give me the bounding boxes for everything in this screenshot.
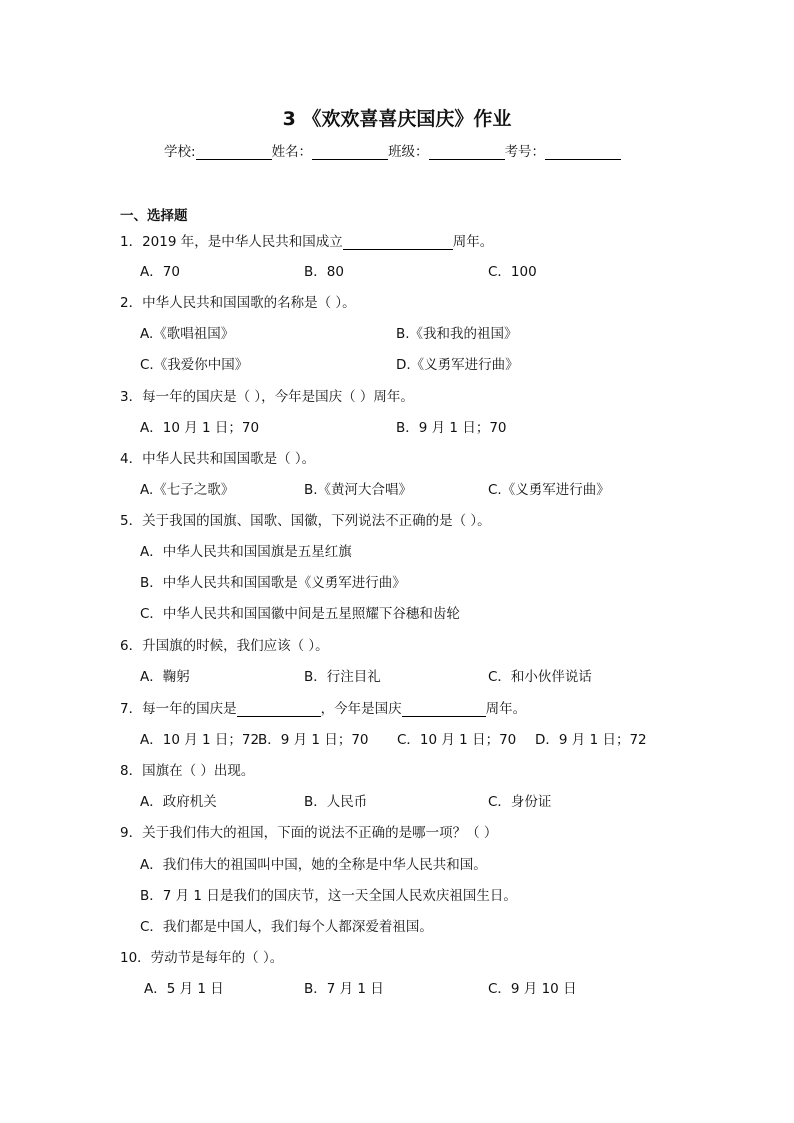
q8-option-a: A．政府机关 — [140, 794, 217, 810]
question-2: 2．中华人民共和国国歌的名称是（ ）。 — [120, 295, 356, 311]
question-8: 8．国旗在（ ）出现。 — [120, 763, 255, 779]
q10-option-a: A．5 月 1 日 — [144, 981, 224, 997]
q6-option-b: B．行注目礼 — [304, 669, 381, 685]
q3-option-b: B．9 月 1 日；70 — [396, 420, 507, 436]
q8-option-c: C．身份证 — [488, 794, 552, 810]
question-7: 7．每一年的国庆是 ，今年是国庆 周年。 — [120, 701, 527, 717]
page-title: 3 《欢欢喜喜庆国庆》作业 — [282, 108, 512, 130]
question-10: 10．劳动节是每年的（ ）。 — [120, 950, 284, 966]
name-blank — [312, 145, 388, 160]
q9-option-a: A．我们伟大的祖国叫中国，她的全称是中华人民共和国。 — [140, 857, 487, 873]
q10-option-c: C．9 月 10 日 — [488, 981, 577, 997]
q7-option-a: A．10 月 1 日；72 — [140, 732, 260, 748]
q8-option-b: B．人民币 — [304, 794, 368, 810]
q5-option-a: A．中华人民共和国国旗是五星红旗 — [140, 544, 352, 560]
q7-option-c: C．10 月 1 日；70 — [397, 732, 517, 748]
school-blank — [196, 145, 272, 160]
exam-no-label: 考号： — [504, 144, 546, 160]
q4-option-b: B.《黄河大合唱》 — [304, 482, 413, 498]
class-label: 班级： — [388, 144, 429, 160]
student-info-line — [164, 140, 621, 160]
school-label: 学校: — [164, 144, 196, 160]
exam-no-blank — [545, 145, 621, 160]
q1-option-a: A．70 — [140, 264, 180, 280]
q1-option-c: C．100 — [488, 264, 537, 280]
q2-option-b: B.《我和我的祖国》 — [396, 326, 518, 342]
q2-option-a: A.《歌唱祖国》 — [140, 326, 235, 342]
class-blank — [429, 145, 505, 160]
question-5: 5．关于我国的国旗、国歌、国徽，下列说法不正确的是（ ）。 — [120, 513, 491, 529]
q7-option-b: B．9 月 1 日；70 — [258, 732, 369, 748]
answer-blank — [237, 702, 321, 717]
q7-option-d: D．9 月 1 日；72 — [535, 732, 647, 748]
q5-option-c: C．中华人民共和国国徽中间是五星照耀下谷穗和齿轮 — [140, 606, 460, 622]
q5-option-b: B．中华人民共和国国歌是《义勇军进行曲》 — [140, 575, 406, 591]
q4-option-a: A.《七子之歌》 — [140, 482, 235, 498]
question-4: 4．中华人民共和国国歌是（ ）。 — [120, 451, 316, 467]
q1-option-b: B．80 — [304, 264, 344, 280]
q6-option-a: A．鞠躬 — [140, 669, 190, 685]
question-9: 9．关于我们伟大的祖国，下面的说法不正确的是哪一项？（ ） — [120, 825, 498, 841]
section-heading: 一、选择题 — [120, 208, 188, 224]
question-6: 6．升国旗的时候，我们应该（ ）。 — [120, 638, 329, 654]
q6-option-c: C．和小伙伴说话 — [488, 669, 592, 685]
question-3: 3．每一年的国庆是（ ），今年是国庆（ ）周年。 — [120, 389, 414, 405]
q9-option-c: C．我们都是中国人，我们每个人都深爱着祖国。 — [140, 919, 433, 935]
q4-option-c: C.《义勇军进行曲》 — [488, 482, 610, 498]
q9-option-b: B．7 月 1 日是我们的国庆节，这一天全国人民欢庆祖国生日。 — [140, 888, 517, 904]
q2-option-d: D.《义勇军进行曲》 — [396, 357, 519, 373]
q2-option-c: C.《我爱你中国》 — [140, 357, 249, 373]
answer-blank — [343, 235, 453, 250]
q10-option-b: B．7 月 1 日 — [304, 981, 384, 997]
name-label: 姓名： — [271, 144, 313, 160]
answer-blank — [402, 702, 486, 717]
q3-option-a: A．10 月 1 日；70 — [140, 420, 260, 436]
question-1: 1．2019 年，是中华人民共和国成立 周年。 — [120, 234, 494, 250]
